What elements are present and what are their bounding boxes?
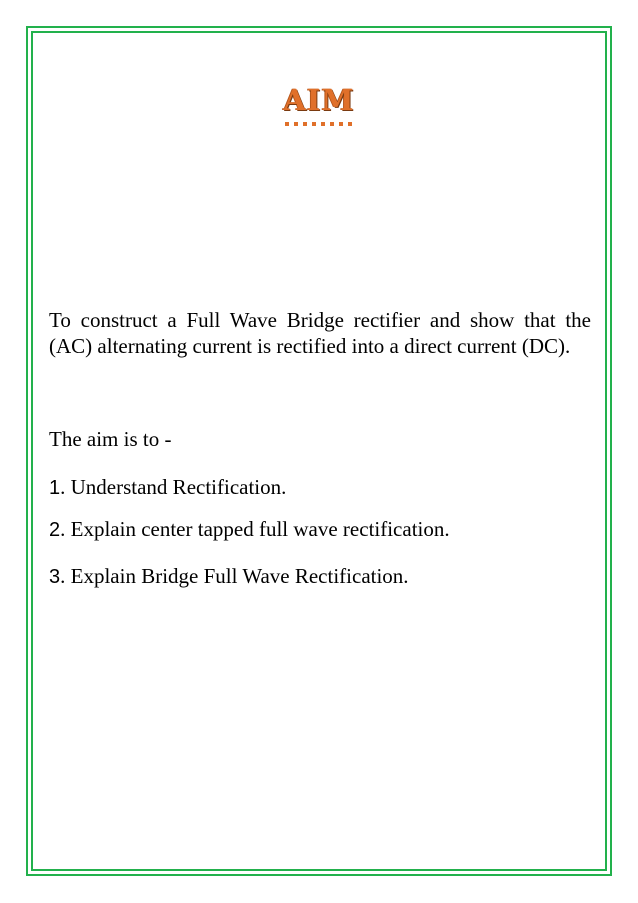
list-item-number: 1 bbox=[49, 477, 61, 499]
intro-paragraph: To construct a Full Wave Bridge rectifier and show that the (AC) alternating current is rectified into a direct current (DC). bbox=[49, 308, 591, 358]
list-item-text: . Explain Bridge Full Wave Rectification. bbox=[60, 564, 409, 588]
heading-title: AIM bbox=[283, 83, 355, 117]
list-item bbox=[49, 563, 591, 590]
list-item-text: . Understand Rectification. bbox=[60, 475, 287, 499]
list-item-number: 2 bbox=[49, 519, 61, 541]
aim-lead: The aim is to - bbox=[49, 427, 172, 451]
list-item-text: . Explain center tapped full wave rectification. bbox=[60, 517, 450, 541]
heading-underline-dots bbox=[285, 121, 357, 127]
list-item bbox=[49, 474, 591, 501]
heading bbox=[0, 83, 638, 117]
list-item bbox=[49, 516, 591, 543]
list-item-number: 3 bbox=[49, 566, 61, 588]
